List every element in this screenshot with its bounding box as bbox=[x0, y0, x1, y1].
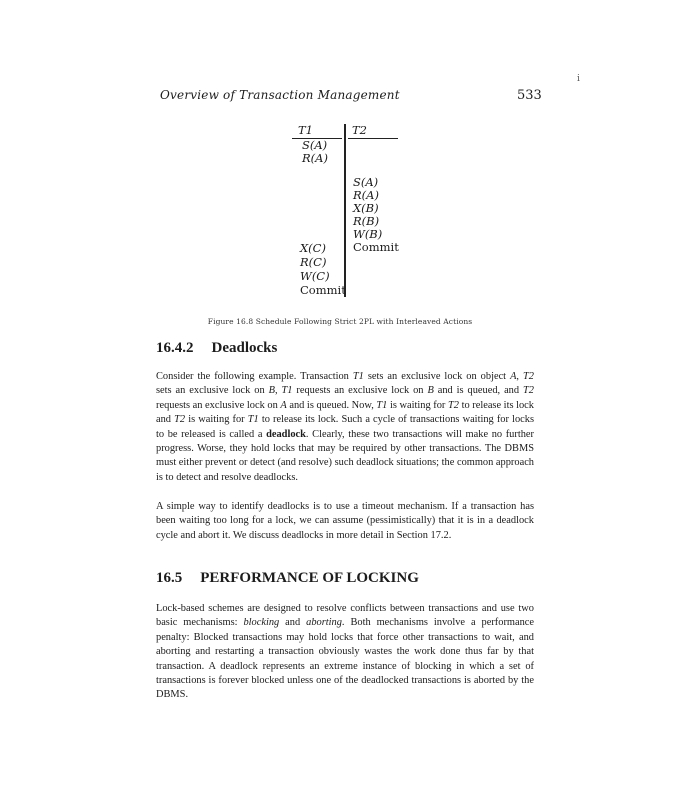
math-var: T1 bbox=[281, 385, 293, 397]
math-var: T2 bbox=[174, 414, 186, 426]
text-run: , bbox=[274, 385, 282, 397]
paragraph-performance bbox=[156, 602, 534, 703]
t1-op: X(C) bbox=[300, 241, 326, 255]
math-var: T1 bbox=[352, 371, 364, 382]
term-aborting: aborting bbox=[306, 617, 342, 629]
running-title: Overview of Transaction Management bbox=[160, 88, 400, 102]
page-number: 533 bbox=[517, 88, 542, 103]
math-var: A bbox=[510, 371, 517, 382]
text-run: requests an exclusive lock on bbox=[156, 399, 281, 411]
text-run: , bbox=[516, 371, 524, 382]
text-run: to release its lock. Such a cycle of transactions waiting for locks to be released is called a bbox=[156, 414, 534, 440]
header-rule-right bbox=[348, 138, 398, 139]
text-run: and bbox=[279, 617, 307, 629]
section-title: PERFORMANCE OF LOCKING bbox=[200, 570, 419, 586]
t2-op: S(A) bbox=[353, 175, 379, 189]
math-var: T2 bbox=[447, 399, 459, 411]
text-run: Consider the following example. Transaction bbox=[156, 371, 353, 382]
section-number: 16.4.2 bbox=[156, 340, 194, 356]
text-run: . Both mechanisms involve a performance penalty: Blocked transactions may hold locks that force other transactions to wait, and aborting and restarting a transaction obviously wastes the work done thus far by that transaction. A deadlock represents an extreme instance of blocking in which a set of transactions is forever blocked unless one of the deadlocked transactions is aborted by the DBMS. bbox=[156, 617, 535, 701]
section-heading-deadlocks bbox=[156, 340, 277, 357]
text-run: is waiting for bbox=[387, 399, 448, 411]
text-run: is waiting for bbox=[185, 414, 248, 426]
stray-mark: i bbox=[577, 74, 580, 84]
text-run: and is queued, and bbox=[433, 385, 524, 397]
text-run: sets an exclusive lock on bbox=[156, 385, 269, 397]
column-divider bbox=[344, 124, 346, 297]
text-run: requests an exclusive lock on bbox=[292, 385, 428, 397]
paragraph-timeout: A simple way to identify deadlocks is to use a timeout mechanism. If a transaction has been waiting too long for a lock, we can assume (pessimistically) that it is in a deadlock cycle and abort it. We discuss deadlocks in more detail in Section 17.2. bbox=[156, 501, 534, 541]
t2-op: Commit bbox=[353, 240, 399, 254]
t2-op: X(B) bbox=[353, 201, 379, 215]
term-deadlock: deadlock bbox=[266, 428, 306, 440]
t1-op: S(A) bbox=[302, 138, 328, 152]
math-var: A bbox=[280, 399, 287, 411]
text-run: Lock-based schemes are designed to resolve conflicts between transactions and use two basic mechanisms: bbox=[156, 603, 534, 629]
term-blocking: blocking bbox=[243, 617, 280, 629]
text-run: sets an exclusive lock on object bbox=[363, 371, 511, 382]
figure-caption: Figure 16.8 Schedule Following Strict 2PL with Interleaved Actions bbox=[207, 317, 473, 326]
text-run: and is queued. Now, bbox=[286, 399, 377, 411]
section-heading-performance bbox=[156, 570, 419, 587]
t2-column-header: T2 bbox=[352, 123, 367, 137]
math-var: T2 bbox=[523, 371, 534, 382]
t2-op: R(A) bbox=[353, 188, 379, 202]
text-run: . Clearly, these two transactions will make no further progress. Worse, they hold locks that may be required by other transactions. The DBMS must either prevent or detect (and resolve) such deadlock situations; the common approach is to detect and resolve deadlocks. bbox=[156, 428, 534, 483]
math-var: T1 bbox=[247, 414, 259, 426]
paragraph-deadlock-example bbox=[156, 370, 534, 485]
math-var: T1 bbox=[376, 399, 388, 411]
t2-op: W(B) bbox=[353, 227, 383, 241]
t1-op: R(C) bbox=[300, 255, 327, 269]
section-title: Deadlocks bbox=[211, 340, 278, 356]
text-run: to release its lock and bbox=[156, 399, 534, 426]
schedule-figure bbox=[0, 0, 680, 320]
section-number: 16.5 bbox=[156, 570, 183, 586]
t2-op: R(B) bbox=[353, 214, 380, 228]
math-var: T2 bbox=[523, 385, 534, 397]
math-var: B bbox=[427, 385, 434, 397]
t1-op: W(C) bbox=[300, 269, 330, 283]
t1-op: Commit bbox=[300, 283, 346, 297]
t1-op: R(A) bbox=[302, 151, 328, 165]
t1-column-header: T1 bbox=[298, 123, 313, 137]
math-var: B bbox=[268, 385, 275, 397]
